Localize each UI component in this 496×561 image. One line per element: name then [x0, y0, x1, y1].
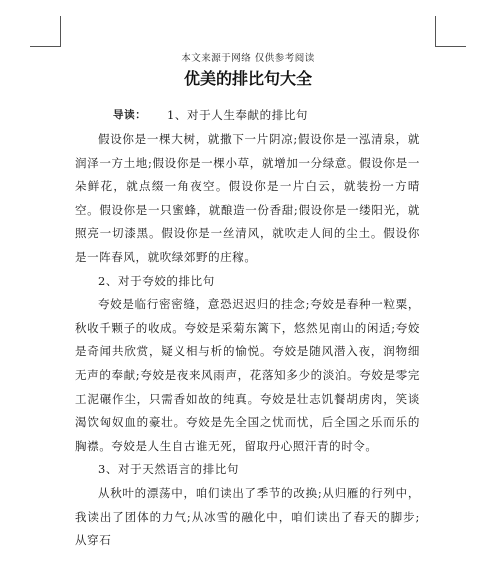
crop-mark-top-right: [435, 16, 466, 47]
section-paragraph-3: 从秋叶的漂荡中，咱们读出了季节的改换;从归雁的行列中，我读出了团体的力气;从冰雪的融化中，咱们读出了春天的脚步;从穿石: [75, 485, 420, 548]
section-paragraph-1: 假设你是一棵大树，就撒下一片阴凉;假设你是一泓清泉，就润泽一方土地;假设你是一棵小草，就增加一分绿意。假设你是一朵鲜花，就点缀一角夜空。假设你是一片白云，就装扮一方晴空。假设你是一只蜜蜂，就酿造一份香甜;假设你是一缕阳光，就照亮一切漆黑。假设你是一丝清风，就吹走人间的尘土。假设你是一阵春风，就吹绿郊野的庄稼。: [75, 132, 420, 264]
section-heading-2: 2、对于夸姣的排比句: [98, 273, 215, 288]
crop-mark-top-left: [30, 16, 61, 47]
section-paragraph-2: 夸姣是临行密密缝，意恐迟迟归的挂念;夸姣是春种一粒粟，秋收千颗子的收成。夸姣是采菊东篱下，悠然见南山的闲适;夸姣是奇闻共欣赏，疑义相与析的愉悦。夸姣是随风潜入夜，润物细无声的奉献;夸姣是夜来风雨声，花落知多少的淡泊。夸姣是零完工泥碾作尘，只需香如故的纯真。夸姣是壮志饥餐胡虏肉，笑谈渴饮匈奴血的豪壮。夸姣是先全国之忧而忧，后全国之乐而乐的胸襟。夸姣是人生自古谁无死，留取丹心照汗青的时令。: [75, 297, 420, 453]
lead-label: 导读：: [113, 109, 147, 121]
lead-row: [75, 104, 420, 128]
page-title: 优美的排比句大全: [183, 69, 312, 88]
section-heading-3: 3、对于天然语言的排比句: [98, 462, 240, 477]
document-body: [75, 104, 420, 553]
source-note: 本文来源于网络 仅供参考阅读: [181, 53, 315, 64]
section-heading-1: 1、对于人生奉献的排比句: [167, 108, 309, 122]
